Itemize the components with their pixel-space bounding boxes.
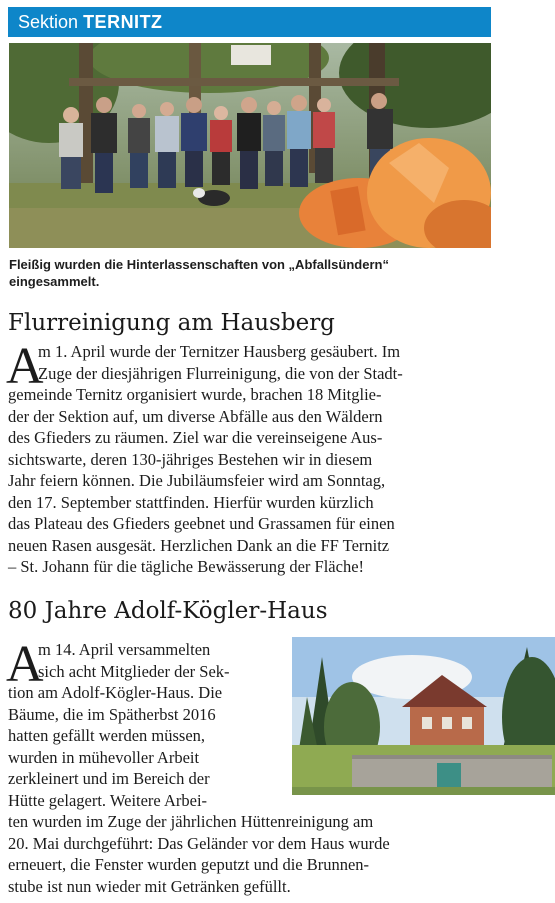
body-line: wurden in mühevoller Arbeit xyxy=(8,747,200,767)
body-line: stube ist nun wieder mit Getränken gefüllt. xyxy=(8,876,291,896)
article-title: Flurreinigung am Hausberg xyxy=(8,310,335,336)
body-line: sich acht Mitglieder der Sek- xyxy=(38,661,230,681)
body-line: das Plateau des Gfieders geebnet und Grassamen für einen xyxy=(8,514,395,533)
group-photo xyxy=(9,43,491,248)
drop-cap: A xyxy=(6,636,44,693)
section-name: TERNITZ xyxy=(83,12,163,32)
body-line: ten wurden im Zuge der jährlichen Hüttenreinigung am xyxy=(8,812,374,831)
group-photo-icon xyxy=(9,43,491,248)
body-line: des Gfieders zu räumen. Ziel war die vereinseigene Aus- xyxy=(8,428,383,447)
body-line: Bäume, die im Spätherbst 2016 xyxy=(8,704,216,724)
photo-caption xyxy=(9,256,491,290)
body-line: Jahr feiern können. Die Jubiläumsfeier wird am Sonntag, xyxy=(8,471,386,490)
drop-cap: A xyxy=(6,338,44,395)
article-title: 80 Jahre Adolf-Kögler-Haus xyxy=(8,598,328,624)
body-line: m 14. April versammelten xyxy=(38,640,211,659)
body-line: hatten gefällt werden müssen, xyxy=(8,726,206,745)
caption-line: Fleißig wurden die Hinterlassenschaften von „Abfallsündern“ xyxy=(9,257,389,272)
body-line: gemeinde Ternitz organisiert wurde, brachen 18 Mitglie- xyxy=(8,385,382,404)
section-header xyxy=(8,7,491,37)
body-line: Zuge der diesjährigen Flurreinigung, die von der Stadt- xyxy=(38,363,403,383)
body-line: tion am Adolf-Kögler-Haus. Die xyxy=(8,683,223,702)
body-line: 20. Mai durchgeführt: Das Geländer vor dem Haus wurde xyxy=(8,833,390,853)
body-line: sichtswarte, deren 130-jähriges Bestehen wir in diesem xyxy=(8,449,373,469)
body-line: erneuert, die Fenster wurden geputzt und die Brunnen- xyxy=(8,855,370,874)
article-body xyxy=(6,636,493,897)
body-line: zerkleinert und im Bereich der xyxy=(8,769,210,788)
body-line: m 1. April wurde der Ternitzer Hausberg gesäubert. Im xyxy=(38,342,401,361)
caption-line: eingesammelt. xyxy=(9,274,100,289)
body-line: – St. Johann für die tägliche Bewässerung der Fläche! xyxy=(8,557,365,576)
body-line: neuen Rasen ausgesät. Herzlichen Dank an die FF Ternitz xyxy=(8,535,390,555)
body-line: den 17. September stattfinden. Hierfür wurden kürzlich xyxy=(8,492,374,512)
article-body xyxy=(6,338,493,578)
body-line: Hütte gelagert. Weitere Arbei- xyxy=(8,790,208,810)
section-prefix: Sektion xyxy=(18,12,79,32)
body-line: der der Sektion auf, um diverse Abfälle aus den Wäldern xyxy=(8,406,383,426)
